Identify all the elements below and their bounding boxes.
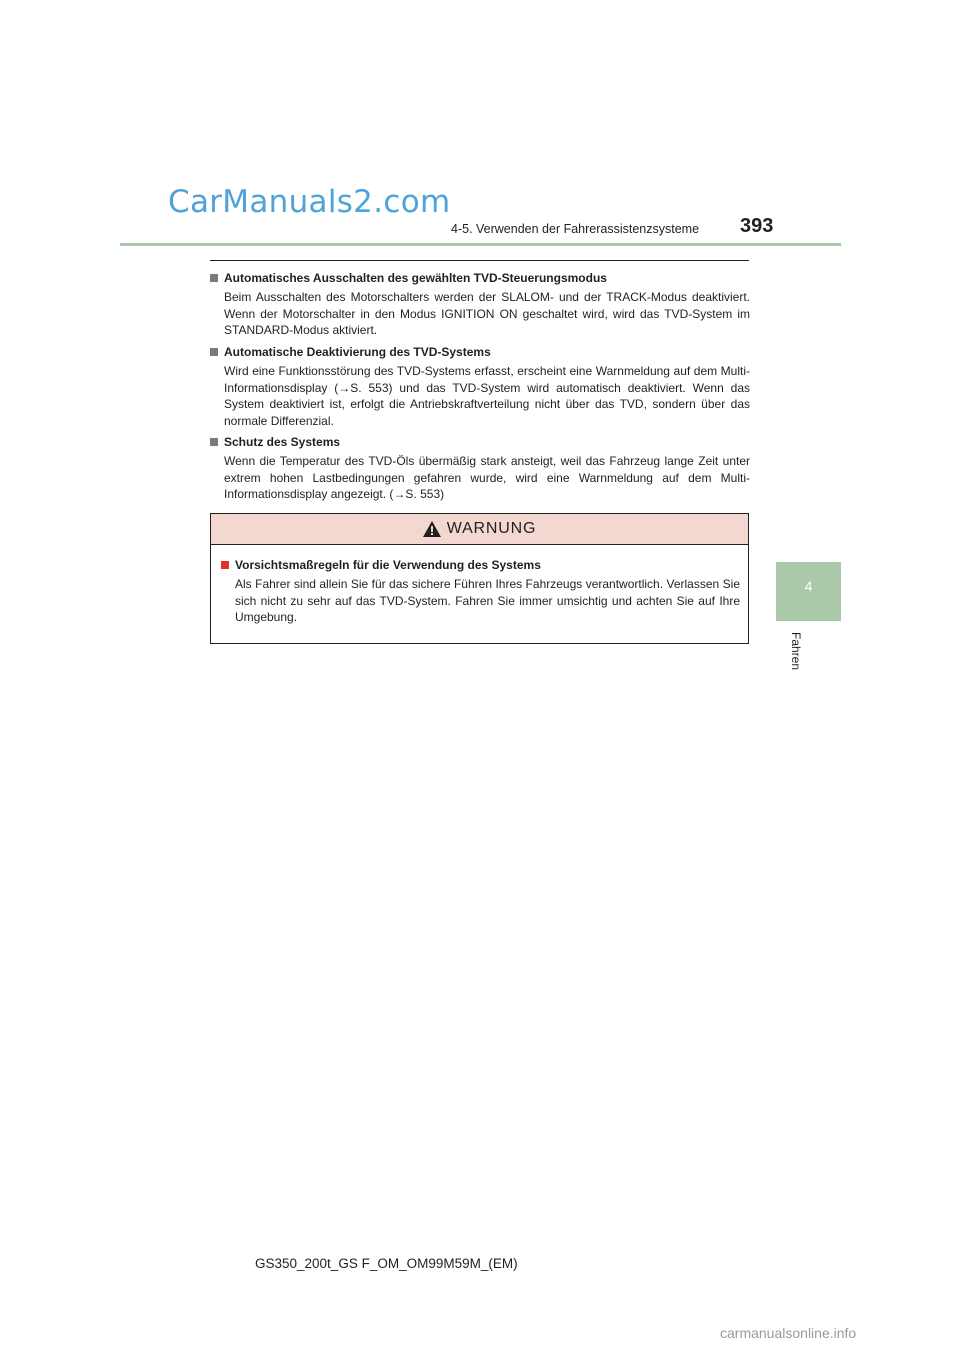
section-body: Wenn die Temperatur des TVD-Öls übermäßig stark ansteigt, weil das Fahrzeug lange Zeit unter extrem hohen Lastbedingungen gefahren wurde, wird eine Warnmeldung auf dem Multi-Informationsdisplay angezeigt. (→S. 553) — [224, 454, 750, 501]
warning-triangle-icon — [423, 521, 441, 537]
square-bullet-icon — [210, 438, 218, 446]
section-title — [210, 344, 750, 360]
section-title — [210, 434, 750, 450]
red-square-bullet-icon — [221, 561, 229, 569]
square-bullet-icon — [210, 348, 218, 356]
header-divider — [120, 243, 841, 246]
chapter-label: Fahren — [789, 631, 803, 671]
warning-content — [211, 545, 748, 626]
content-divider — [210, 260, 749, 261]
section-auto-off — [210, 270, 750, 339]
section-auto-deactivation — [210, 344, 750, 429]
warning-box — [210, 513, 749, 644]
document-code: GS350_200t_GS F_OM_OM99M59M_(EM) — [255, 1256, 518, 1271]
section-title-text: Schutz des Systems — [224, 435, 341, 449]
chapter-tab — [776, 562, 841, 621]
warning-title: WARNUNG — [446, 520, 537, 537]
section-title-text: Automatisches Ausschalten des gewählten TVD-Steuerungsmodus — [224, 271, 607, 285]
section-title — [210, 270, 750, 286]
page-number: 393 — [740, 215, 774, 237]
chapter-label-container — [786, 631, 803, 672]
section-title-text: Automatische Deaktivierung des TVD-Systems — [224, 345, 491, 359]
section-body: Beim Ausschalten des Motorschalters werden der SLALOM- und der TRACK-Modus deaktiviert. Wenn der Motorschalter in den Modus IGNITION ON geschaltet wird, wird das TVD-System im STANDARD-Modus aktiviert. — [224, 290, 750, 337]
warning-item-title-text: Vorsichtsmaßregeln für die Verwendung des Systems — [235, 558, 541, 572]
warning-item-title — [221, 557, 740, 573]
warning-header — [211, 514, 748, 545]
watermark-footer[interactable]: carmanualsonline.info — [720, 1325, 857, 1341]
warning-item-body: Als Fahrer sind allein Sie für das sichere Führen Ihres Fahrzeugs verantwortlich. Verlassen Sie sich nicht zu sehr auf das TVD-System. Fahren Sie immer umsichtig und achten Sie auf Ihre Umgebung. — [235, 577, 740, 624]
section-header: 4-5. Verwenden der Fahrerassistenzsysteme — [451, 222, 700, 236]
section-body: Wird eine Funktionsstörung des TVD-Systems erfasst, erscheint eine Warnmeldung auf dem Multi-Informationsdisplay (→S. 553) und das TVD-System wird automatisch deaktiviert. Wenn das System deaktiviert ist, erfolgt die Antriebskraftverteilung nicht über das TVD, sondern über das normale Differenzial. — [224, 364, 750, 428]
square-bullet-icon — [210, 274, 218, 282]
chapter-number: 4 — [804, 578, 813, 594]
watermark-logo[interactable]: CarManuals2.com — [168, 184, 451, 220]
section-system-protection — [210, 434, 750, 503]
